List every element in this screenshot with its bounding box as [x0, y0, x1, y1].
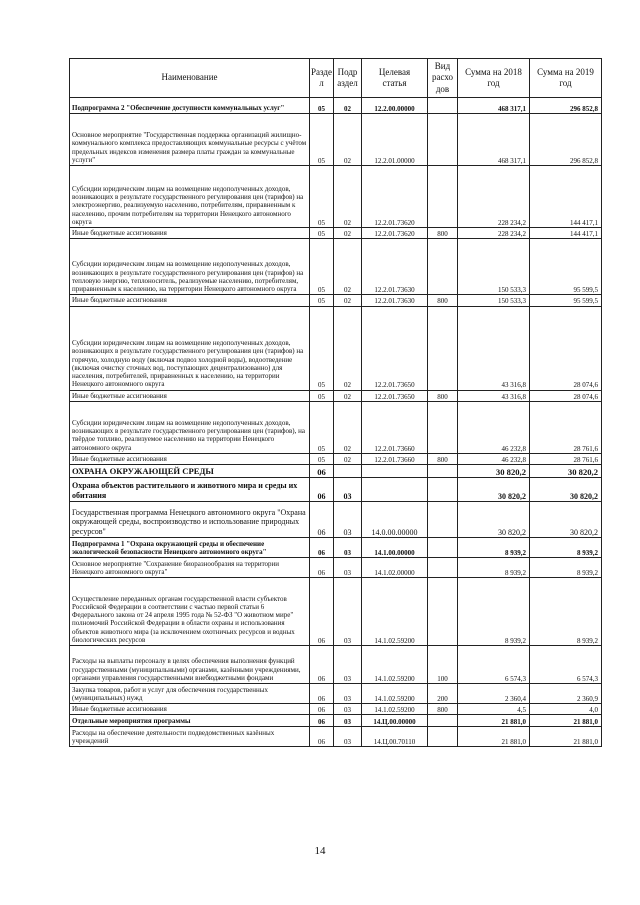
cell-razdel: 06: [310, 578, 334, 646]
cell-podrazdel: 03: [334, 578, 362, 646]
cell-vid: [428, 715, 458, 727]
page-number: 14: [314, 845, 326, 857]
table-row: [70, 558, 602, 578]
table-row: [70, 166, 602, 228]
cell-sum2018: 43 316,8: [458, 390, 530, 401]
cell-name: Субсидии юридическим лицам на возмещение недополученных доходов, возникающих в результате государственного регулирования цен (тарифов) на электроэнергию, реализуемую населению, потребителям, приравненным к населению, прочим потребителям на территории Ненецкого автономного округа: [70, 166, 310, 228]
cell-sum2018: 30 820,2: [458, 465, 530, 478]
cell-name: Закупка товаров, работ и услуг для обеспечения государственных (муниципальных) нужд: [70, 684, 310, 704]
cell-name: Иные бюджетные ассигнования: [70, 228, 310, 239]
cell-sum2018: 21 881,0: [458, 715, 530, 727]
header-vid-raskhodov: Вид расхо дов: [428, 59, 458, 98]
cell-sum2019: 28 761,6: [530, 453, 602, 464]
table-row: [70, 684, 602, 704]
cell-sum2018: 8 939,2: [458, 538, 530, 558]
cell-vid: 800: [428, 228, 458, 239]
header-name: Наименование: [70, 59, 310, 98]
cell-name: Иные бюджетные ассигнования: [70, 390, 310, 401]
table-row: [70, 646, 602, 684]
cell-vid: 100: [428, 646, 458, 684]
cell-name: Подпрограмма 1 "Охрана окружающей среды и обеспечение экологической безопасности Ненецкого автономного округа": [70, 538, 310, 558]
cell-sum2019: 30 820,2: [530, 465, 602, 478]
cell-vid: 200: [428, 684, 458, 704]
table-row: [70, 401, 602, 453]
cell-sum2019: 144 417,1: [530, 228, 602, 239]
cell-vid: [428, 578, 458, 646]
cell-razdel: 05: [310, 401, 334, 453]
cell-name: Субсидии юридическим лицам на возмещение недополученных доходов, возникающих в результате государственного регулирования цен (тарифов) на тепловую энергию, теплоноситель, реализуемые населению, потребителям, приравненным к населению, на территории Ненецкого автономного округа: [70, 239, 310, 295]
cell-sum2018: 228 234,2: [458, 166, 530, 228]
cell-tselevaya: 14.Ц.00.00000: [362, 715, 428, 727]
cell-vid: [428, 306, 458, 390]
cell-vid: 800: [428, 390, 458, 401]
cell-sum2019: 8 939,2: [530, 558, 602, 578]
cell-sum2019: 21 881,0: [530, 727, 602, 747]
cell-sum2018: 30 820,2: [458, 478, 530, 502]
cell-podrazdel: 03: [334, 646, 362, 684]
table-row: [70, 478, 602, 502]
cell-sum2019: 4,0: [530, 704, 602, 715]
table-row: [70, 98, 602, 114]
cell-sum2018: 228 234,2: [458, 228, 530, 239]
cell-podrazdel: 03: [334, 704, 362, 715]
cell-sum2018: 468 317,1: [458, 114, 530, 166]
cell-razdel: 06: [310, 465, 334, 478]
cell-tselevaya: 12.2.01.73620: [362, 228, 428, 239]
cell-sum2019: 30 820,2: [530, 478, 602, 502]
cell-podrazdel: 02: [334, 390, 362, 401]
cell-sum2019: 296 852,8: [530, 98, 602, 114]
cell-vid: [428, 478, 458, 502]
cell-name: Иные бюджетные ассигнования: [70, 704, 310, 715]
cell-podrazdel: [334, 465, 362, 478]
cell-razdel: 05: [310, 166, 334, 228]
cell-sum2018: 468 317,1: [458, 98, 530, 114]
cell-sum2018: 8 939,2: [458, 578, 530, 646]
table-row: [70, 465, 602, 478]
table-row: [70, 295, 602, 306]
header-sum-2018: Сумма на 2018 год: [458, 59, 530, 98]
cell-podrazdel: 02: [334, 98, 362, 114]
cell-podrazdel: 02: [334, 166, 362, 228]
cell-tselevaya: 12.2.01.73660: [362, 453, 428, 464]
cell-name: Иные бюджетные ассигнования: [70, 295, 310, 306]
cell-podrazdel: 03: [334, 727, 362, 747]
cell-tselevaya: 14.1.02.59200: [362, 704, 428, 715]
table-row: [70, 390, 602, 401]
cell-sum2018: 4,5: [458, 704, 530, 715]
cell-tselevaya: [362, 478, 428, 502]
cell-sum2019: 95 599,5: [530, 239, 602, 295]
cell-tselevaya: 14.Ц.00.70110: [362, 727, 428, 747]
cell-sum2019: 2 360,9: [530, 684, 602, 704]
cell-name: Основное мероприятие "Государственная поддержка организаций жилищно-коммунального комплекса предоставляющих коммунальные ресурсы с учётом предельных индексов изменения размера платы граждан за коммунальные услуги": [70, 114, 310, 166]
cell-sum2019: 21 881,0: [530, 715, 602, 727]
cell-sum2018: 150 533,3: [458, 295, 530, 306]
cell-podrazdel: 02: [334, 239, 362, 295]
cell-razdel: 06: [310, 684, 334, 704]
cell-razdel: 05: [310, 228, 334, 239]
cell-podrazdel: 02: [334, 453, 362, 464]
cell-vid: [428, 98, 458, 114]
cell-sum2018: 46 232,8: [458, 453, 530, 464]
cell-razdel: 05: [310, 239, 334, 295]
cell-razdel: 06: [310, 502, 334, 538]
cell-tselevaya: 14.0.00.00000: [362, 502, 428, 538]
cell-vid: [428, 239, 458, 295]
cell-sum2019: 8 939,2: [530, 578, 602, 646]
cell-podrazdel: 03: [334, 684, 362, 704]
cell-tselevaya: 12.2.01.73660: [362, 401, 428, 453]
cell-name: Иные бюджетные ассигнования: [70, 453, 310, 464]
table-row: [70, 228, 602, 239]
cell-podrazdel: 02: [334, 306, 362, 390]
budget-sheet: [69, 58, 601, 747]
cell-sum2019: 28 074,6: [530, 306, 602, 390]
table-row: [70, 114, 602, 166]
cell-razdel: 06: [310, 538, 334, 558]
cell-sum2018: 21 881,0: [458, 727, 530, 747]
cell-vid: [428, 502, 458, 538]
budget-table: [69, 58, 602, 747]
cell-name: Расходы на обеспечение деятельности подведомственных казённых учреждений: [70, 727, 310, 747]
table-row: [70, 306, 602, 390]
cell-tselevaya: 14.1.02.59200: [362, 646, 428, 684]
cell-name: Государственная программа Ненецкого автономного округа "Охрана окружающей среды, воспроизводство и использование природных ресурсов": [70, 502, 310, 538]
cell-razdel: 06: [310, 715, 334, 727]
cell-sum2018: 8 939,2: [458, 558, 530, 578]
cell-razdel: 06: [310, 727, 334, 747]
table-row: [70, 453, 602, 464]
cell-tselevaya: [362, 465, 428, 478]
cell-podrazdel: 03: [334, 478, 362, 502]
cell-sum2018: 2 360,4: [458, 684, 530, 704]
cell-podrazdel: 03: [334, 558, 362, 578]
cell-tselevaya: 14.1.02.59200: [362, 578, 428, 646]
cell-sum2019: 95 599,5: [530, 295, 602, 306]
cell-name: Субсидии юридическим лицам на возмещение недополученных доходов, возникающих в результате государственного регулирования цен (тарифов), на твёрдое топливо, реализуемое населению на территории Ненецкого автономного округа: [70, 401, 310, 453]
cell-vid: [428, 465, 458, 478]
cell-razdel: 05: [310, 453, 334, 464]
cell-podrazdel: 02: [334, 295, 362, 306]
cell-vid: [428, 727, 458, 747]
cell-name: ОХРАНА ОКРУЖАЮЩЕЙ СРЕДЫ: [70, 465, 310, 478]
cell-podrazdel: 02: [334, 114, 362, 166]
cell-sum2018: 43 316,8: [458, 306, 530, 390]
cell-razdel: 05: [310, 295, 334, 306]
cell-vid: 800: [428, 704, 458, 715]
table-row: [70, 704, 602, 715]
cell-sum2019: 30 820,2: [530, 502, 602, 538]
cell-razdel: 06: [310, 478, 334, 502]
cell-sum2018: 30 820,2: [458, 502, 530, 538]
header-tselevaya-statya: Целевая статья: [362, 59, 428, 98]
cell-sum2019: 8 939,2: [530, 538, 602, 558]
cell-vid: 800: [428, 295, 458, 306]
table-row: [70, 538, 602, 558]
cell-tselevaya: 12.2.01.73630: [362, 239, 428, 295]
cell-tselevaya: 12.2.01.73630: [362, 295, 428, 306]
cell-tselevaya: 14.1.00.00000: [362, 538, 428, 558]
cell-name: Охрана объектов растительного и животного мира и среды их обитания: [70, 478, 310, 502]
cell-tselevaya: 14.1.02.00000: [362, 558, 428, 578]
cell-name: Субсидии юридическим лицам на возмещение недополученных доходов, возникающих в результате государственного регулирования цен (тарифов) на горячую, холодную воду (включая подвоз холодной воды), водоотведение (включая очистку сточных вод, поступающих децентрализованно) для населения, потребителей, приравненных к населению, на территории Ненецкого автономного округа: [70, 306, 310, 390]
cell-tselevaya: 12.2.01.73650: [362, 306, 428, 390]
header-sum-2019: Сумма на 2019 год: [530, 59, 602, 98]
cell-sum2019: 144 417,1: [530, 166, 602, 228]
cell-sum2019: 6 574,3: [530, 646, 602, 684]
cell-tselevaya: 12.2.01.73650: [362, 390, 428, 401]
cell-razdel: 05: [310, 98, 334, 114]
header-razdel: Разде л: [310, 59, 334, 98]
cell-podrazdel: 03: [334, 715, 362, 727]
header-podrazdel: Подр аздел: [334, 59, 362, 98]
cell-podrazdel: 02: [334, 401, 362, 453]
table-row: [70, 502, 602, 538]
cell-tselevaya: 12.2.01.00000: [362, 114, 428, 166]
cell-vid: [428, 166, 458, 228]
cell-razdel: 06: [310, 558, 334, 578]
cell-sum2018: 150 533,3: [458, 239, 530, 295]
cell-sum2019: 28 761,6: [530, 401, 602, 453]
cell-name: Подпрограмма 2 "Обеспечение доступности коммунальных услуг": [70, 98, 310, 114]
cell-razdel: 05: [310, 114, 334, 166]
cell-tselevaya: 14.1.02.59200: [362, 684, 428, 704]
cell-sum2019: 296 852,8: [530, 114, 602, 166]
cell-name: Основное мероприятие "Сохранение биоразнообразия на территории Ненецкого автономного округа": [70, 558, 310, 578]
cell-tselevaya: 12.2.00.00000: [362, 98, 428, 114]
cell-tselevaya: 12.2.01.73620: [362, 166, 428, 228]
cell-vid: [428, 558, 458, 578]
table-header-row: [70, 59, 602, 98]
cell-vid: [428, 114, 458, 166]
cell-razdel: 05: [310, 390, 334, 401]
cell-podrazdel: 03: [334, 538, 362, 558]
table-row: [70, 715, 602, 727]
cell-name: Расходы на выплаты персоналу в целях обеспечения выполнения функций государственными (муниципальными) органами, казёнными учреждениями, органами управления государственными внебюджетными фондами: [70, 646, 310, 684]
table-row: [70, 727, 602, 747]
cell-razdel: 05: [310, 306, 334, 390]
cell-vid: 800: [428, 453, 458, 464]
cell-name: Осуществление переданных органам государственной власти субъектов Российской Федерации в соответствии с частью первой статьи 6 Федерального закона от 24 апреля 1995 года № 52-ФЗ "О животном мире" полномочий Российской Федерации в области охраны и использования объектов животного мира (за исключением охотничьих ресурсов и водных биологических ресурсов: [70, 578, 310, 646]
cell-sum2019: 28 074,6: [530, 390, 602, 401]
cell-sum2018: 46 232,8: [458, 401, 530, 453]
cell-razdel: 06: [310, 704, 334, 715]
cell-vid: [428, 401, 458, 453]
table-row: [70, 239, 602, 295]
cell-podrazdel: 03: [334, 502, 362, 538]
cell-sum2018: 6 574,3: [458, 646, 530, 684]
cell-name: Отдельные мероприятия программы: [70, 715, 310, 727]
cell-vid: [428, 538, 458, 558]
cell-podrazdel: 02: [334, 228, 362, 239]
cell-razdel: 06: [310, 646, 334, 684]
table-row: [70, 578, 602, 646]
